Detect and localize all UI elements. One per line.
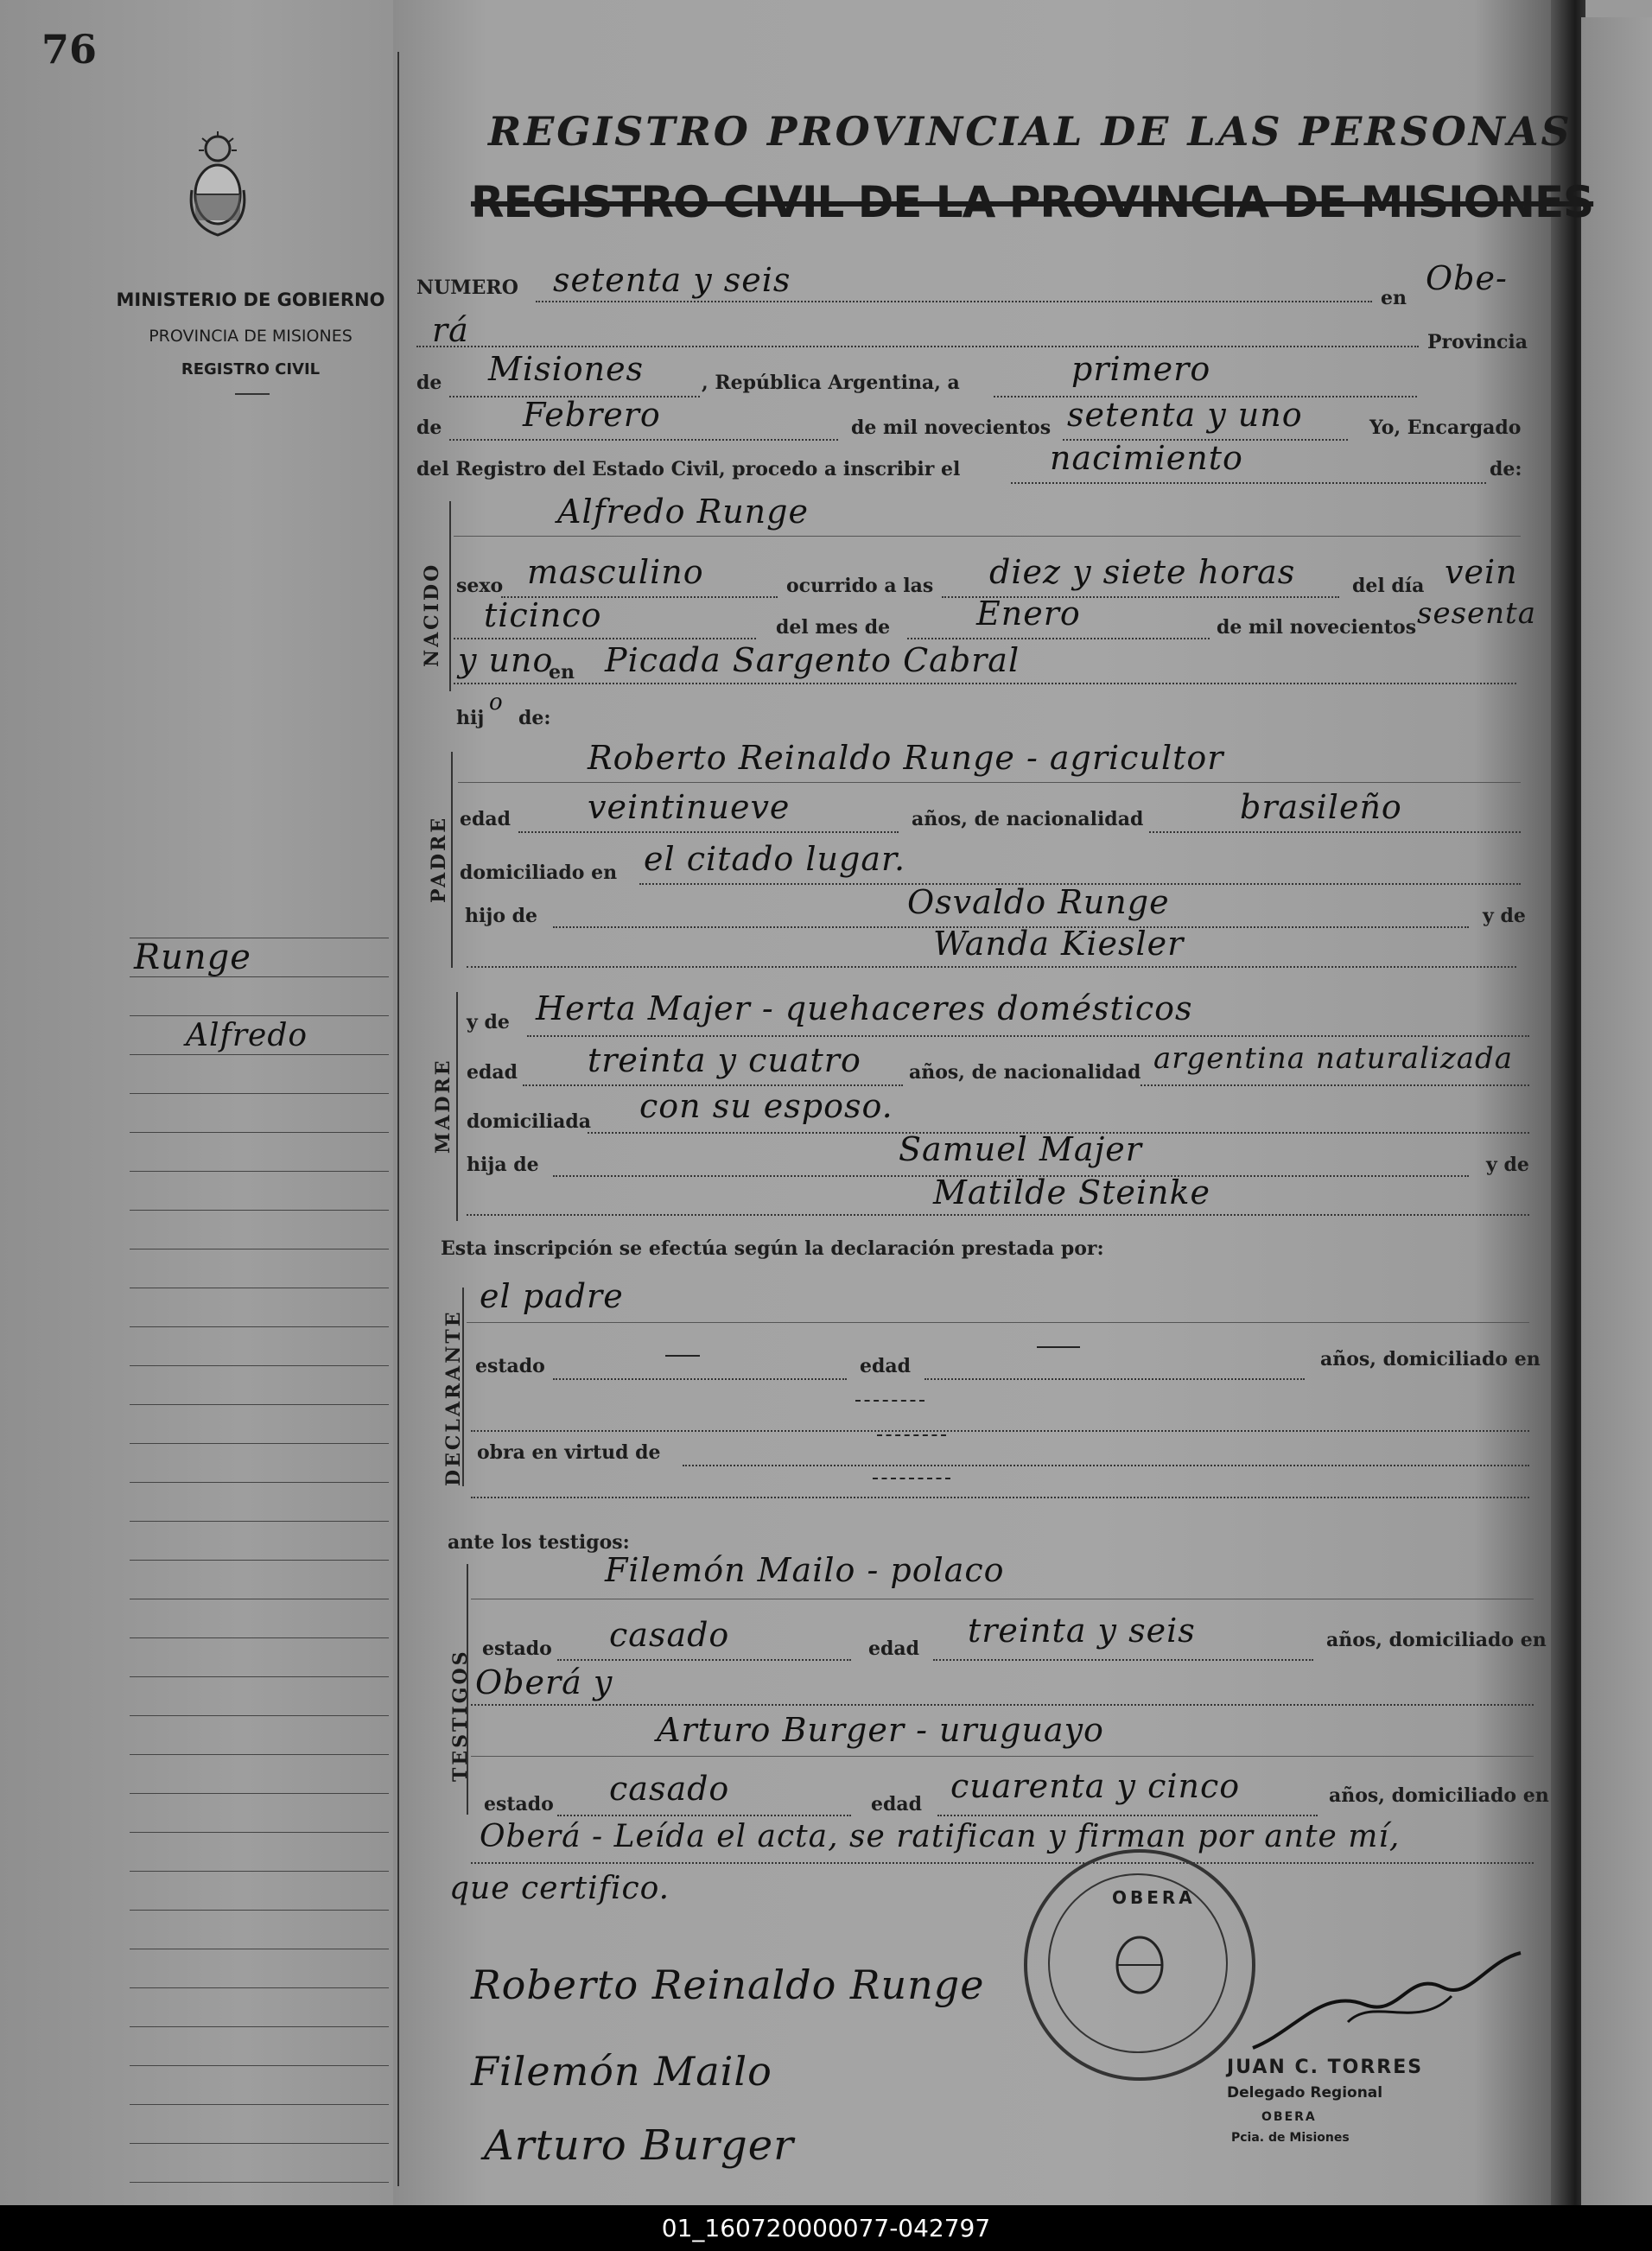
line-cierre-a (471, 1862, 1534, 1864)
label-t2-edad: edad (871, 1793, 923, 1815)
line-mes (449, 439, 838, 441)
line-madre-edad (523, 1084, 903, 1086)
label-decl-anos-dom: años, domiciliado en (1320, 1348, 1541, 1370)
field-t2-estado: casado (609, 1770, 730, 1808)
page-number: 76 (41, 26, 98, 73)
signature-2: Filemón Mailo (471, 2048, 772, 2095)
margin-ruled-line (130, 1054, 389, 1055)
label-madre-nac: años, de nacionalidad (909, 1061, 1141, 1084)
side-label-padre: PADRE (428, 815, 450, 903)
official-signature (1244, 1936, 1529, 2065)
next-page-edge (1581, 17, 1652, 2205)
field-padre-edad: veintinueve (588, 788, 791, 826)
header-title1: REGISTRO PROVINCIAL DE LAS PERSONAS (488, 108, 1573, 155)
label-t2-anos-dom: años, domiciliado en (1329, 1784, 1549, 1807)
field-declarante: el padre (480, 1277, 624, 1315)
nacido-brace (449, 501, 451, 691)
margin-ruled-line (130, 1637, 389, 1638)
coat-of-arms-icon (183, 130, 252, 242)
margin-ruled-line (130, 2065, 389, 2066)
line-decl-edad (924, 1378, 1305, 1380)
field-acto: nacimiento (1050, 439, 1243, 477)
field-anio-nac-b: y uno (458, 641, 554, 679)
margin-ruled-line (130, 1871, 389, 1872)
margin-ruled-line (130, 1832, 389, 1833)
side-label-testigos: TESTIGOS (449, 1649, 472, 1782)
line-numero (536, 301, 1372, 302)
page-frame-line (397, 52, 399, 2186)
margin-ruled-line (130, 1171, 389, 1172)
label-t1-edad: edad (868, 1637, 920, 1660)
label-de: de (416, 372, 442, 394)
field-numero: setenta y seis (553, 261, 791, 299)
field-mes-nac: Enero (976, 595, 1081, 633)
line-padre-nac (1149, 831, 1521, 833)
ministry-line2: PROVINCIA DE MISIONES (149, 327, 353, 346)
label-domiciliada: domiciliada (467, 1110, 592, 1133)
label-decl-edad: edad (860, 1355, 912, 1377)
line-t1-edad (933, 1659, 1313, 1661)
stamp-prov: Pcia. de Misiones (1231, 2131, 1350, 2145)
signature-1: Roberto Reinaldo Runge (471, 1962, 985, 2008)
label-yo-encargado: Yo, Encargado (1369, 416, 1522, 439)
field-dia-nac-b: ticinco (484, 596, 602, 634)
decl-dom-dash (855, 1400, 924, 1402)
field-nombre: Alfredo Runge (557, 493, 809, 531)
margin-ruled-line (130, 1093, 389, 1094)
line-madre-madre (467, 1214, 1529, 1216)
line-obra (683, 1465, 1529, 1466)
line-t1-dom (471, 1704, 1534, 1706)
line-mes-nac (907, 638, 1210, 639)
label-de-colon2: de: (518, 707, 551, 729)
label-y-de: y de (1483, 905, 1526, 927)
label-mil-novecientos: de mil novecientos (851, 416, 1052, 439)
line-lugar-nac (454, 683, 1516, 684)
line-dia-nac (454, 638, 756, 639)
field-madre-nac: argentina naturalizada (1153, 1041, 1514, 1076)
margin-ruled-line (130, 1482, 389, 1483)
label-republica: , República Argentina, a (702, 372, 960, 394)
label-padre-edad: edad (460, 808, 511, 830)
field-mes: Febrero (523, 396, 661, 434)
field-t1-estado: casado (609, 1616, 730, 1654)
ministry-line1: MINISTERIO DE GOBIERNO (116, 289, 385, 310)
stamp-name: JUAN C. TORRES (1227, 2057, 1424, 2078)
margin-ruled-line (130, 2143, 389, 2144)
margin-ruled-line (130, 1326, 389, 1327)
margin-ruled-line (130, 1715, 389, 1716)
field-madre-madre: Matilde Steinke (933, 1173, 1210, 1211)
line-padre-edad (518, 831, 899, 833)
field-t1-dom: Oberá y (475, 1663, 613, 1701)
line-acto (1011, 482, 1486, 484)
field-padre-dom: el citado lugar. (644, 840, 906, 878)
line-obra2 (471, 1497, 1529, 1498)
margin-ruled-line (130, 1560, 389, 1561)
field-lugar-a: Obe- (1426, 259, 1508, 297)
line-t2-estado (557, 1815, 851, 1816)
label-hijo: hij (456, 707, 485, 729)
line-nombre (454, 536, 1521, 537)
field-provincia: Misiones (488, 350, 645, 388)
margin-given-name: Alfredo (186, 1018, 308, 1053)
field-hora: diez y siete horas (989, 553, 1296, 591)
field-cierre-b: que certifico. (449, 1871, 670, 1906)
label-madre-edad: edad (467, 1061, 518, 1084)
obra-dash2 (873, 1478, 950, 1479)
ministry-divider (235, 393, 270, 395)
field-anio-nac-a: sesenta (1417, 596, 1536, 631)
field-t1-edad: treinta y seis (968, 1612, 1196, 1650)
margin-ruled-line (130, 2026, 389, 2027)
label-de-colon: de: (1490, 458, 1522, 480)
field-t2-edad: cuarenta y cinco (950, 1767, 1241, 1805)
margin-ruled-line (130, 1754, 389, 1755)
label-madre-y-de: y de (467, 1011, 510, 1033)
line-decl-dom (471, 1430, 1529, 1432)
field-testigo1: Filemón Mailo - polaco (605, 1551, 1005, 1589)
field-dia-nac-a: vein (1445, 553, 1518, 591)
line-t2-edad (937, 1815, 1318, 1816)
stamp-city: OBERA (1261, 2110, 1317, 2124)
line-madre-nombre (527, 1035, 1529, 1037)
margin-ruled-line (130, 1676, 389, 1677)
label-de2: de (416, 416, 442, 439)
label-inscripcion: Esta inscripción se efectúa según la declaración prestada por: (441, 1237, 1104, 1260)
side-label-madre: MADRE (432, 1058, 454, 1154)
field-padre-nac: brasileño (1240, 788, 1402, 826)
margin-ruled-line (130, 1987, 389, 1988)
field-sexo: masculino (527, 553, 704, 591)
seal-city: OBERA (1112, 1887, 1196, 1908)
madre-brace (456, 992, 458, 1221)
field-padre-padre: Osvaldo Runge (907, 883, 1170, 921)
label-ocurrido: ocurrido a las (786, 575, 934, 597)
header-title2: REGISTRO CIVIL DE LA PROVINCIA DE MISIONES (471, 177, 1594, 227)
line-t1-estado (557, 1659, 851, 1661)
padre-brace (451, 752, 453, 968)
field-anio: setenta y uno (1067, 396, 1303, 434)
seal-shield-icon (1109, 1930, 1170, 2000)
margin-ruled-line (130, 2182, 389, 2183)
book-gutter (1551, 0, 1585, 2205)
margin-surname: Runge (134, 938, 251, 977)
label-del-dia: del día (1352, 575, 1425, 597)
field-madre-padre: Samuel Majer (899, 1130, 1142, 1168)
side-label-declarante: DECLARANTE (442, 1309, 465, 1486)
margin-ruled-line (130, 1404, 389, 1405)
field-padre-nombre: Roberto Reinaldo Runge - agricultor (588, 739, 1224, 777)
label-padre-nac: años, de nacionalidad (912, 808, 1144, 830)
ministry-line3: REGISTRO CIVIL (181, 360, 321, 378)
field-madre-dom: con su esposo. (639, 1087, 893, 1125)
label-hija-de: hija de (467, 1154, 539, 1176)
label-del-mes: del mes de (776, 616, 891, 639)
field-cierre-a: Oberá - Leída el acta, se ratifican y firman por ante mí, (480, 1819, 1401, 1854)
decl-estado-dash (665, 1355, 700, 1357)
line-padre-nombre (458, 782, 1521, 783)
image-id-footer: 01_160720000077-042797 (0, 2205, 1652, 2251)
field-lugar-b: rá (432, 311, 469, 349)
label-t1-anos-dom: años, domiciliado en (1326, 1629, 1547, 1651)
label-y-de-2: y de (1486, 1154, 1529, 1176)
margin-ruled-line (130, 1365, 389, 1366)
line-testigo2 (471, 1756, 1534, 1757)
obra-dash (877, 1434, 946, 1436)
label-t2-estado: estado (484, 1793, 554, 1815)
line-decl-estado (553, 1378, 847, 1380)
margin-ruled-line (130, 1210, 389, 1211)
line-padre-madre (467, 966, 1516, 968)
field-testigo2: Arturo Burger - uruguayo (657, 1711, 1104, 1749)
label-registro: del Registro del Estado Civil, procedo a inscribir el (416, 458, 961, 480)
field-hijo-sufijo: o (489, 690, 504, 715)
margin-ruled-line (130, 1910, 389, 1911)
label-t1-estado: estado (482, 1637, 552, 1660)
margin-ruled-line (130, 1443, 389, 1444)
label-hijo-de: hijo de (465, 905, 538, 927)
margin-ruled-line (130, 1521, 389, 1522)
line-declarante (467, 1322, 1529, 1323)
decl-edad-dash (1037, 1346, 1080, 1348)
official-seal (1024, 1849, 1255, 2081)
label-decl-estado: estado (475, 1355, 545, 1377)
field-padre-madre: Wanda Kiesler (933, 925, 1185, 963)
label-en: en (1381, 287, 1407, 309)
signature-3: Arturo Burger (484, 2121, 795, 2170)
label-en-lugar: en (549, 661, 575, 684)
label-provincia: Provincia (1427, 331, 1528, 353)
margin-ruled-line (130, 1793, 389, 1794)
field-madre-nombre: Herta Majer - quehaceres domésticos (536, 989, 1193, 1027)
margin-ruled-line (130, 2104, 389, 2105)
line-madre-nac (1141, 1084, 1529, 1086)
field-lugar-nac: Picada Sargento Cabral (605, 641, 1020, 679)
stamp-role: Delegado Regional (1227, 2084, 1383, 2102)
margin-ruled-line (130, 1015, 389, 1016)
label-padre-dom: domiciliado en (460, 862, 618, 884)
margin-ruled-line (130, 1132, 389, 1133)
label-obra: obra en virtud de (477, 1441, 661, 1464)
label-ante-testigos: ante los testigos: (448, 1531, 630, 1554)
label-de-mil-nov: de mil novecientos (1217, 616, 1417, 639)
field-dia: primero (1071, 350, 1211, 388)
label-sexo: sexo (456, 575, 504, 597)
label-numero: NUMERO (416, 277, 518, 299)
field-madre-edad: treinta y cuatro (588, 1041, 861, 1079)
line-lugar (416, 346, 1419, 347)
side-label-nacido: NACIDO (421, 562, 443, 667)
